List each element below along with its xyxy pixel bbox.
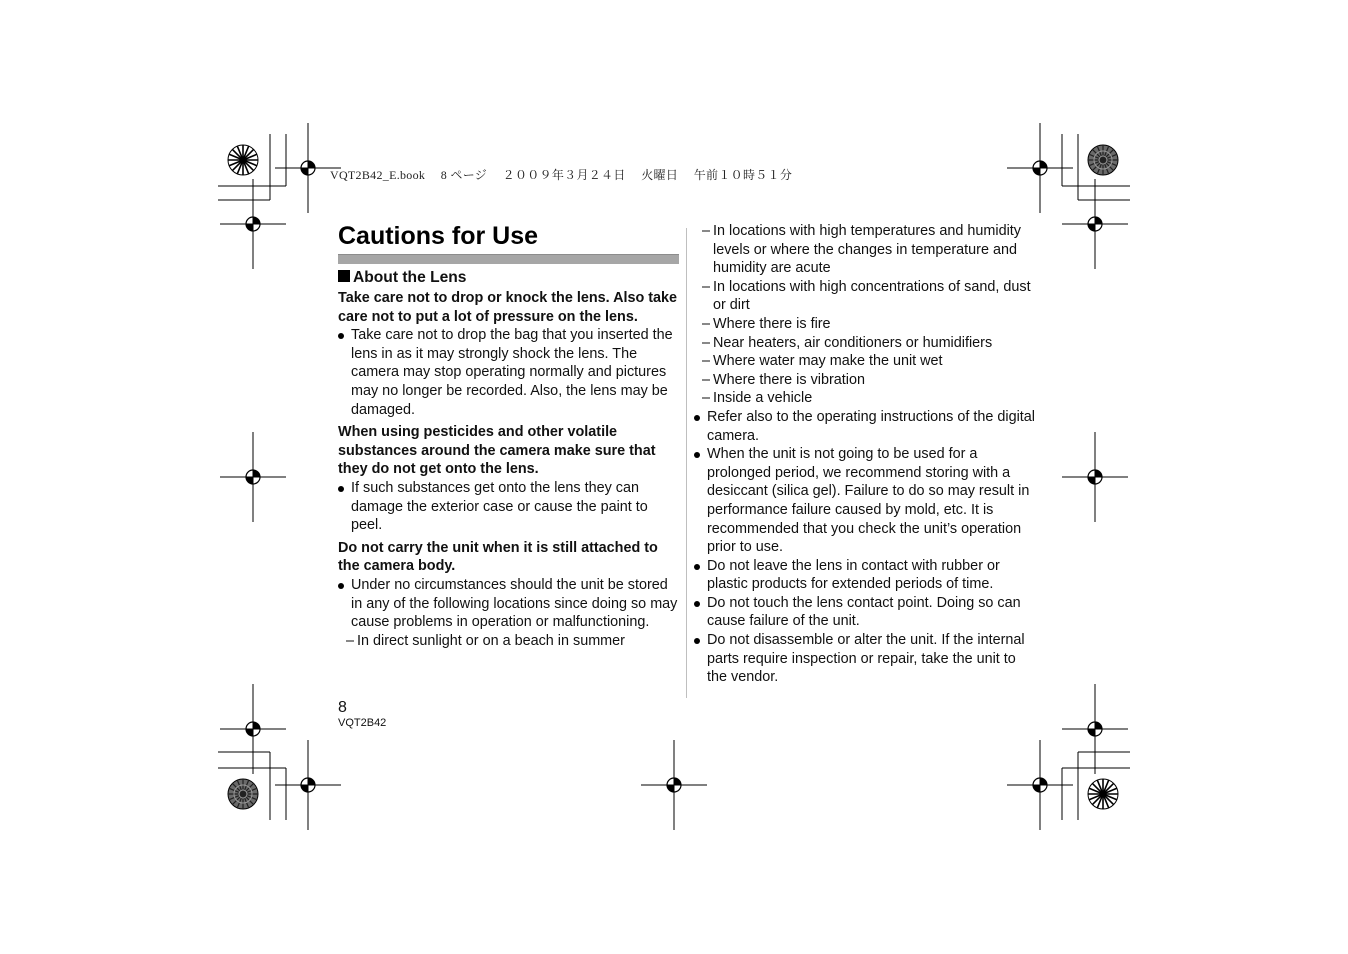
square-bullet-icon: [338, 270, 350, 282]
bullet-text: Take care not to drop the bag that you inserted the lens in as it may strongly shock the lens. The camera may stop operating normally and pictures may no longer be recorded. Also, the lens may be damaged.: [351, 327, 673, 418]
dash-text: In direct sunlight or on a beach in summer: [357, 632, 625, 649]
caution-bold-text: Take care not to drop or knock the lens. Also take care not to put a lot of pressure on the lens.: [338, 290, 678, 325]
bullet-item: [694, 557, 1036, 594]
dash-item: – In locations with high temperatures and humidity levels or where the changes in temperature and humidity are acute: [702, 223, 1021, 277]
registration-crosshair-icon: [1062, 432, 1128, 522]
dash-item: – Where water may make the unit wet: [702, 353, 943, 370]
dash-item: – Inside a vehicle: [702, 390, 813, 407]
bullet-item: [338, 479, 680, 535]
registration-crosshair-icon: [220, 179, 286, 269]
bullet-item: [694, 445, 1036, 557]
bullet-dot-icon: [694, 564, 700, 570]
registration-burst-icon: [228, 779, 258, 809]
bullet-item: [694, 408, 1036, 445]
bullet-dot-icon: [694, 415, 700, 421]
registration-crosshair-icon: [275, 740, 341, 830]
registration-crosshair-icon: [1007, 123, 1073, 213]
registration-burst-icon: [1088, 779, 1118, 809]
bullet-text: When the unit is not going to be used for a prolonged period, we recommend storing with a desiccant (silica gel). Failure to do so may result in performance failure caused by mold, etc. It is recommended that you check the unit’s operation prior to use.: [707, 446, 1030, 556]
bullet-text: Under no circumstances should the unit be stored in any of the following locations since doing so may cause problems in operation or malfunctioning.: [351, 576, 678, 631]
registration-crosshair-icon: [220, 432, 286, 522]
caution-bold-text: When using pesticides and other volatile substances around the camera make sure that they do not get onto the lens.: [338, 424, 656, 478]
bullet-dot-icon: [338, 583, 344, 589]
dash-item: – Where there is vibration: [702, 371, 865, 388]
model-code: VQT2B42: [338, 717, 387, 729]
section-heading: [338, 268, 680, 288]
dash-text: Where there is vibration: [713, 371, 865, 388]
bullet-text: Do not disassemble or alter the unit. If the internal parts require inspection or repair, take the unit to the vendor.: [707, 632, 1025, 686]
bullet-text: If such substances get onto the lens they can damage the exterior case or cause the paint to peel.: [351, 479, 648, 534]
dash-text: Where water may make the unit wet: [713, 353, 943, 370]
dash-item: – Near heaters, air conditioners or humidifiers: [702, 334, 993, 351]
dash-text: In locations with high concentrations of sand, dust or dirt: [713, 278, 1031, 314]
bullet-dot-icon: [694, 638, 700, 644]
dash-text: Near heaters, air conditioners or humidifiers: [713, 334, 993, 351]
registration-burst-icon: [1088, 145, 1118, 175]
bullet-dot-icon: [694, 601, 700, 607]
title-rule: [338, 254, 679, 264]
bullet-item: [338, 576, 680, 632]
dash-text: In locations with high temperatures and humidity levels or where the changes in temperature and humidity are acute: [713, 223, 1021, 277]
bullet-item: [694, 631, 1036, 687]
page-footer: [338, 699, 386, 730]
column-divider: [686, 228, 687, 698]
bullet-text: Do not leave the lens in contact with rubber or plastic products for extended periods of time.: [707, 557, 1000, 593]
right-column: [694, 222, 1036, 687]
registration-crosshair-icon: [1007, 740, 1073, 830]
bullet-text: Refer also to the operating instructions of the digital camera.: [707, 408, 1035, 444]
left-column: [338, 220, 680, 650]
registration-burst-icon: [228, 145, 258, 175]
registration-crosshair-icon: [1062, 179, 1128, 269]
page-number: 8: [338, 699, 347, 716]
bullet-text: Do not touch the lens contact point. Doing so can cause failure of the unit.: [707, 594, 1021, 630]
dash-item: – Where there is fire: [702, 315, 831, 332]
registration-crosshair-icon: [1062, 684, 1128, 774]
page-title: Cautions for Use: [338, 222, 539, 250]
section-heading-text: About the Lens: [353, 269, 467, 286]
bullet-dot-icon: [338, 333, 344, 339]
dash-text: Inside a vehicle: [713, 390, 813, 407]
dash-text: Where there is fire: [713, 315, 831, 332]
caution-bold-text: Do not carry the unit when it is still attached to the camera body.: [338, 539, 658, 575]
dash-item: – In direct sunlight or on a beach in summer: [346, 632, 625, 649]
bullet-dot-icon: [338, 486, 344, 492]
registration-crosshair-icon: [641, 740, 707, 830]
print-slug: VQT2B42_E.book 8 ページ ２００９年３月２４日 火曜日 午前１０時５１分: [330, 168, 793, 182]
bullet-item: [694, 594, 1036, 631]
bullet-item: [338, 326, 680, 419]
dash-item: – In locations with high concentrations of sand, dust or dirt: [702, 278, 1031, 314]
bullet-dot-icon: [694, 452, 700, 458]
registration-crosshair-icon: [220, 684, 286, 774]
